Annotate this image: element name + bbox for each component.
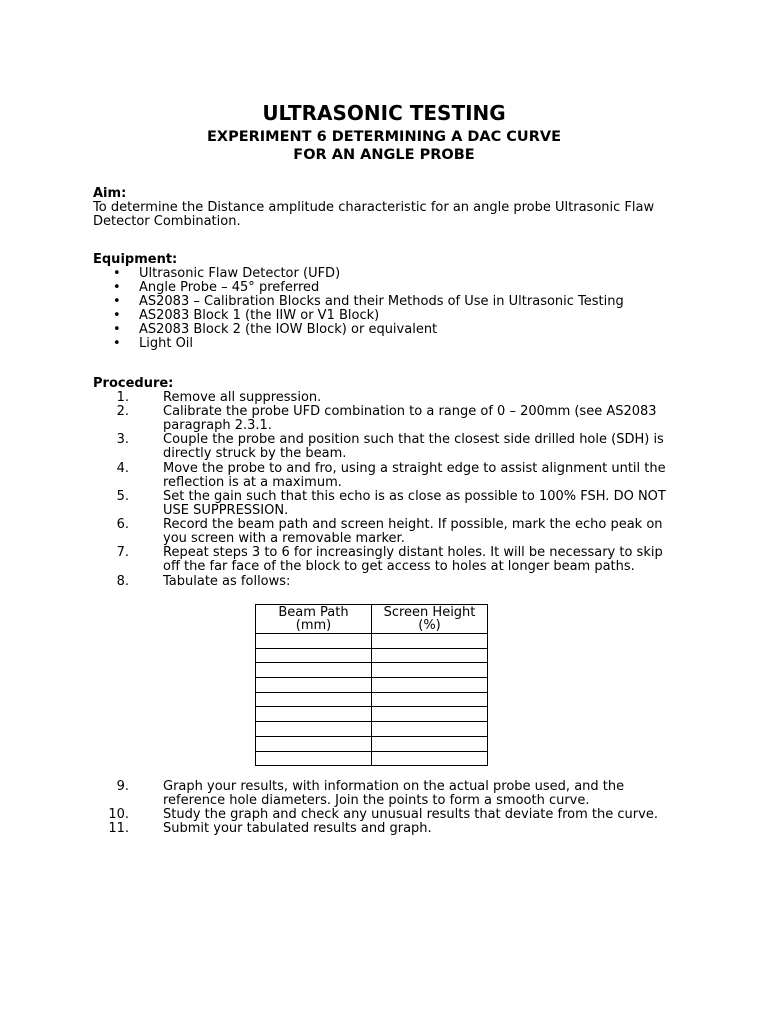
table-cell <box>256 692 372 707</box>
table-row <box>256 648 488 663</box>
table-cell <box>256 751 372 766</box>
table-cell <box>372 751 488 766</box>
screen-height-unit: (%) <box>418 618 441 633</box>
table-header-screen-height <box>372 605 488 634</box>
beam-path-label: Beam Path <box>278 605 349 620</box>
equipment-item-text: AS2083 – Calibration Blocks and their Methods of Use in Ultrasonic Testing <box>139 294 624 309</box>
screen-height-label: Screen Height <box>383 605 476 620</box>
step-number: 2. <box>116 404 129 419</box>
bullet-icon: • <box>113 294 121 309</box>
step-number: 6. <box>116 517 129 532</box>
table-cell <box>372 663 488 678</box>
step-text: Record the beam path and screen height. If possible, mark the echo peak on you screen with a removable marker. <box>163 517 663 547</box>
equipment-item-text: AS2083 Block 1 (the IIW or V1 Block) <box>139 308 380 323</box>
step-number: 4. <box>116 461 129 476</box>
table-cell <box>256 722 372 737</box>
beam-path-unit: (mm) <box>295 618 332 633</box>
table-row <box>256 736 488 751</box>
table-row <box>256 678 488 693</box>
aim-text: To determine the Distance amplitude characteristic for an angle probe Ultrasonic Flaw Detector Combination. <box>93 200 655 230</box>
table-cell <box>256 648 372 663</box>
equipment-item-text: AS2083 Block 2 (the IOW Block) or equivalent <box>139 322 438 337</box>
step-text: Submit your tabulated results and graph. <box>163 821 432 836</box>
table-row <box>256 707 488 722</box>
step-number: 10. <box>108 807 129 822</box>
results-table <box>255 604 488 766</box>
equipment-item-text: Light Oil <box>139 336 194 351</box>
table-header-beam-path <box>256 605 372 634</box>
step-number: 5. <box>116 489 129 504</box>
step-number: 7. <box>116 545 129 560</box>
table-row <box>256 751 488 766</box>
bullet-icon: • <box>113 336 121 351</box>
step-text: Tabulate as follows: <box>163 574 291 589</box>
table-cell <box>256 678 372 693</box>
document-subtitle-line2: FOR AN ANGLE PROBE <box>293 147 475 163</box>
table-cell <box>256 707 372 722</box>
step-number: 11. <box>108 821 129 836</box>
step-text: Set the gain such that this echo is as close as possible to 100% FSH. DO NOT USE SUPPRESSION. <box>163 489 666 519</box>
equipment-heading: Equipment: <box>93 252 178 267</box>
bullet-icon: • <box>113 280 121 295</box>
step-text: Repeat steps 3 to 6 for increasingly distant holes. It will be necessary to skip off the far face of the block to get access to holes at longer beam paths. <box>163 545 663 575</box>
bullet-icon: • <box>113 266 121 281</box>
table-row <box>256 692 488 707</box>
step-text: Graph your results, with information on the actual probe used, and the reference hole diameters. Join the points to form a smooth curve. <box>163 779 625 809</box>
table-cell <box>256 736 372 751</box>
step-number: 8. <box>116 574 129 589</box>
bullet-icon: • <box>113 308 121 323</box>
document-subtitle-line1: EXPERIMENT 6 DETERMINING A DAC CURVE <box>207 129 561 145</box>
table-row <box>256 722 488 737</box>
bullet-icon: • <box>113 322 121 337</box>
step-text: Move the probe to and fro, using a straight edge to assist alignment until the reflection is at a maximum. <box>163 461 666 491</box>
step-number: 9. <box>116 779 129 794</box>
equipment-item-text: Ultrasonic Flaw Detector (UFD) <box>139 266 341 281</box>
table-cell <box>256 663 372 678</box>
table-cell <box>256 634 372 649</box>
table-cell <box>372 707 488 722</box>
step-text: Calibrate the probe UFD combination to a range of 0 – 200mm (see AS2083 paragraph 2.3.1. <box>163 404 657 434</box>
table-cell <box>372 634 488 649</box>
table-cell <box>372 678 488 693</box>
table-cell <box>372 722 488 737</box>
step-number: 1. <box>116 390 129 405</box>
document-title: ULTRASONIC TESTING <box>262 101 506 125</box>
step-number: 3. <box>116 432 129 447</box>
table-cell <box>372 648 488 663</box>
table-cell <box>372 736 488 751</box>
table-row <box>256 663 488 678</box>
step-text: Remove all suppression. <box>163 390 322 405</box>
procedure-heading: Procedure: <box>93 376 174 391</box>
aim-heading: Aim: <box>93 186 127 201</box>
table-cell <box>372 692 488 707</box>
step-text: Study the graph and check any unusual results that deviate from the curve. <box>163 807 658 822</box>
equipment-item-text: Angle Probe – 45° preferred <box>139 280 320 295</box>
table-header-row <box>256 605 488 634</box>
step-text: Couple the probe and position such that the closest side drilled hole (SDH) is directly struck by the beam. <box>163 432 664 462</box>
table-row <box>256 634 488 649</box>
